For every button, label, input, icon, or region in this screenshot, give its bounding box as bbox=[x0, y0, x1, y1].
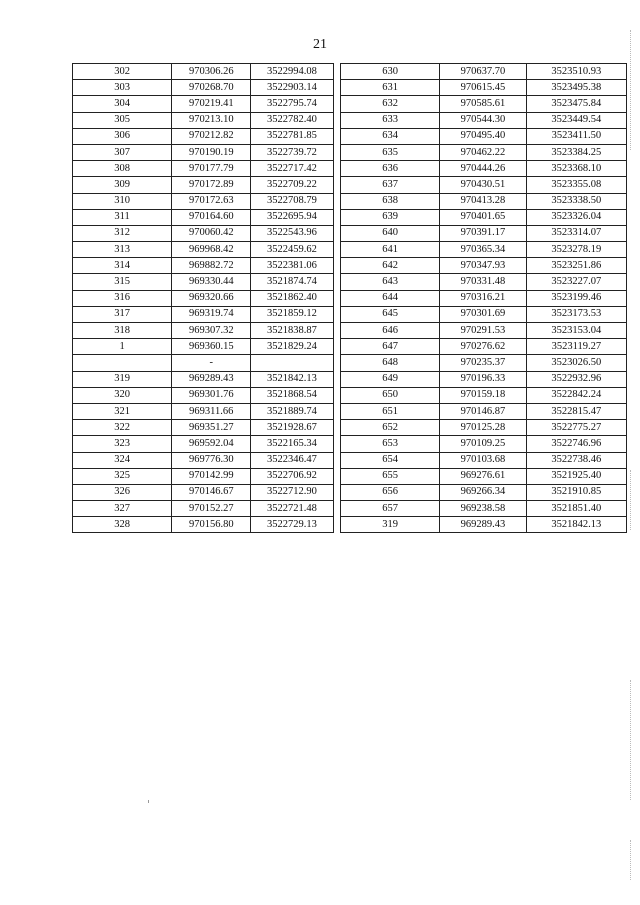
column-gap bbox=[333, 128, 340, 144]
table-cell: 970291.53 bbox=[440, 323, 527, 339]
table-cell: 657 bbox=[341, 501, 440, 517]
table-cell: 970401.65 bbox=[440, 209, 527, 225]
table-cell: 3523495.38 bbox=[526, 80, 626, 96]
table-cell: 970212.82 bbox=[172, 128, 251, 144]
table-cell: 648 bbox=[341, 355, 440, 371]
table-cell: 3522739.72 bbox=[251, 144, 333, 160]
column-gap bbox=[333, 484, 340, 500]
table-cell: 3521910.85 bbox=[526, 484, 626, 500]
table-cell: 970544.30 bbox=[440, 112, 527, 128]
table-cell: 3523449.54 bbox=[526, 112, 626, 128]
table-cell: 3523199.46 bbox=[526, 290, 626, 306]
table-row bbox=[73, 355, 627, 371]
table-cell: 328 bbox=[73, 517, 172, 533]
table-cell: 642 bbox=[341, 258, 440, 274]
column-gap bbox=[333, 436, 340, 452]
table-cell: 3522746.96 bbox=[526, 436, 626, 452]
column-gap bbox=[333, 306, 340, 322]
table-cell: 654 bbox=[341, 452, 440, 468]
table-cell: 969311.66 bbox=[172, 403, 251, 419]
table-cell: 970146.87 bbox=[440, 403, 527, 419]
table-cell: 970109.25 bbox=[440, 436, 527, 452]
table-cell: 644 bbox=[341, 290, 440, 306]
column-gap bbox=[333, 290, 340, 306]
table-cell: 3523227.07 bbox=[526, 274, 626, 290]
table-cell: 969307.32 bbox=[172, 323, 251, 339]
table-cell: 652 bbox=[341, 420, 440, 436]
column-gap bbox=[333, 468, 340, 484]
table-cell: 3521842.13 bbox=[251, 371, 333, 387]
column-gap bbox=[333, 403, 340, 419]
table-cell: 308 bbox=[73, 161, 172, 177]
table-cell: 655 bbox=[341, 468, 440, 484]
table-cell: 970462.22 bbox=[440, 144, 527, 160]
table-cell: 3522695.94 bbox=[251, 209, 333, 225]
column-gap bbox=[333, 112, 340, 128]
table-cell: 3522346.47 bbox=[251, 452, 333, 468]
table-cell: 970146.67 bbox=[172, 484, 251, 500]
table-cell: 969882.72 bbox=[172, 258, 251, 274]
table-cell: 324 bbox=[73, 452, 172, 468]
table-cell: 306 bbox=[73, 128, 172, 144]
table-cell: 970347.93 bbox=[440, 258, 527, 274]
table-cell: 656 bbox=[341, 484, 440, 500]
table-cell: 970268.70 bbox=[172, 80, 251, 96]
table-row bbox=[73, 403, 627, 419]
table-cell: 322 bbox=[73, 420, 172, 436]
column-gap bbox=[333, 144, 340, 160]
table-row bbox=[73, 436, 627, 452]
table-cell: 630 bbox=[341, 64, 440, 80]
table-cell: 302 bbox=[73, 64, 172, 80]
table-cell: 970103.68 bbox=[440, 452, 527, 468]
table-cell: 970164.60 bbox=[172, 209, 251, 225]
table-cell: 305 bbox=[73, 112, 172, 128]
table-cell: 3522165.34 bbox=[251, 436, 333, 452]
table-row bbox=[73, 209, 627, 225]
table-cell: 3522381.06 bbox=[251, 258, 333, 274]
table-row bbox=[73, 225, 627, 241]
table-cell: 969319.74 bbox=[172, 306, 251, 322]
column-gap bbox=[333, 161, 340, 177]
table-row bbox=[73, 501, 627, 517]
table-cell: 969351.27 bbox=[172, 420, 251, 436]
table-cell: 3522459.62 bbox=[251, 242, 333, 258]
column-gap bbox=[333, 274, 340, 290]
table-cell: 304 bbox=[73, 96, 172, 112]
column-gap bbox=[333, 355, 340, 371]
column-gap bbox=[333, 177, 340, 193]
table-row bbox=[73, 484, 627, 500]
table-cell: 3521829.24 bbox=[251, 339, 333, 355]
table-cell: 969320.66 bbox=[172, 290, 251, 306]
table-cell: 637 bbox=[341, 177, 440, 193]
table-cell: 969238.58 bbox=[440, 501, 527, 517]
table-cell: 3522717.42 bbox=[251, 161, 333, 177]
table-cell: 323 bbox=[73, 436, 172, 452]
table-cell: 970219.41 bbox=[172, 96, 251, 112]
table-cell: 970331.48 bbox=[440, 274, 527, 290]
table-cell: 3522932.96 bbox=[526, 371, 626, 387]
table-cell: 635 bbox=[341, 144, 440, 160]
table-cell: 3522782.40 bbox=[251, 112, 333, 128]
table-cell: 3522903.14 bbox=[251, 80, 333, 96]
table-cell: 970430.51 bbox=[440, 177, 527, 193]
table-cell: 650 bbox=[341, 387, 440, 403]
table-cell: 970172.63 bbox=[172, 193, 251, 209]
scan-edge bbox=[630, 840, 632, 880]
table-row bbox=[73, 193, 627, 209]
table-row bbox=[73, 161, 627, 177]
table-cell: 3523368.10 bbox=[526, 161, 626, 177]
table-cell: 3523278.19 bbox=[526, 242, 626, 258]
table-cell: 641 bbox=[341, 242, 440, 258]
table-cell: 3521928.67 bbox=[251, 420, 333, 436]
table-cell: 3522706.92 bbox=[251, 468, 333, 484]
table-cell: - bbox=[172, 355, 251, 371]
table-cell: 3522712.90 bbox=[251, 484, 333, 500]
column-gap bbox=[333, 371, 340, 387]
column-gap bbox=[333, 225, 340, 241]
column-gap bbox=[333, 209, 340, 225]
scan-edge bbox=[630, 680, 632, 800]
table-cell: 3522795.74 bbox=[251, 96, 333, 112]
table-cell: 969301.76 bbox=[172, 387, 251, 403]
table-cell: 3522709.22 bbox=[251, 177, 333, 193]
table-cell: 969592.04 bbox=[172, 436, 251, 452]
table-cell: 320 bbox=[73, 387, 172, 403]
table-cell: 970060.42 bbox=[172, 225, 251, 241]
table-row bbox=[73, 242, 627, 258]
table-cell: 307 bbox=[73, 144, 172, 160]
table-cell: 970177.79 bbox=[172, 161, 251, 177]
table-cell: 643 bbox=[341, 274, 440, 290]
table-row bbox=[73, 387, 627, 403]
table-cell: 970196.33 bbox=[440, 371, 527, 387]
table-cell: 3523384.25 bbox=[526, 144, 626, 160]
table-cell: 3523338.50 bbox=[526, 193, 626, 209]
table-cell: 3521868.54 bbox=[251, 387, 333, 403]
table-cell: 970391.17 bbox=[440, 225, 527, 241]
column-gap bbox=[333, 323, 340, 339]
table-row bbox=[73, 112, 627, 128]
table-cell: 970413.28 bbox=[440, 193, 527, 209]
table-cell: 3521925.40 bbox=[526, 468, 626, 484]
table-cell: 634 bbox=[341, 128, 440, 144]
table-row bbox=[73, 468, 627, 484]
table-row bbox=[73, 64, 627, 80]
table-cell: 639 bbox=[341, 209, 440, 225]
table-cell: 3522708.79 bbox=[251, 193, 333, 209]
table-cell: 970316.21 bbox=[440, 290, 527, 306]
table-cell: 969776.30 bbox=[172, 452, 251, 468]
table-cell bbox=[251, 355, 333, 371]
table-row bbox=[73, 323, 627, 339]
table-cell: 3522842.24 bbox=[526, 387, 626, 403]
table-cell: 970276.62 bbox=[440, 339, 527, 355]
table-cell: 316 bbox=[73, 290, 172, 306]
table-row bbox=[73, 371, 627, 387]
table-cell: 318 bbox=[73, 323, 172, 339]
column-gap bbox=[333, 452, 340, 468]
table-cell: 969968.42 bbox=[172, 242, 251, 258]
table-cell: 970172.89 bbox=[172, 177, 251, 193]
table-cell: 970615.45 bbox=[440, 80, 527, 96]
coordinates-table bbox=[72, 63, 627, 533]
table-cell: 311 bbox=[73, 209, 172, 225]
table-cell: 970306.26 bbox=[172, 64, 251, 80]
table-cell: 3522721.48 bbox=[251, 501, 333, 517]
table-cell: 636 bbox=[341, 161, 440, 177]
column-gap bbox=[333, 501, 340, 517]
table-cell: 3523510.93 bbox=[526, 64, 626, 80]
table-cell: 319 bbox=[341, 517, 440, 533]
column-gap bbox=[333, 242, 340, 258]
table-cell: 321 bbox=[73, 403, 172, 419]
table-cell: 970365.34 bbox=[440, 242, 527, 258]
table-cell: 970156.80 bbox=[172, 517, 251, 533]
table-row bbox=[73, 96, 627, 112]
table-cell: 3523326.04 bbox=[526, 209, 626, 225]
table-cell: 310 bbox=[73, 193, 172, 209]
column-gap bbox=[333, 80, 340, 96]
scan-edge bbox=[630, 470, 632, 530]
table-cell: 313 bbox=[73, 242, 172, 258]
page-number: 21 bbox=[313, 37, 327, 52]
table-cell: 970495.40 bbox=[440, 128, 527, 144]
table-cell: 3523411.50 bbox=[526, 128, 626, 144]
table-cell: 970235.37 bbox=[440, 355, 527, 371]
table-row bbox=[73, 274, 627, 290]
table-cell: 640 bbox=[341, 225, 440, 241]
table-cell: 3523251.86 bbox=[526, 258, 626, 274]
table-cell: 646 bbox=[341, 323, 440, 339]
table-cell: 3523119.27 bbox=[526, 339, 626, 355]
scan-mark bbox=[148, 800, 149, 803]
table-cell: 653 bbox=[341, 436, 440, 452]
table-cell: 319 bbox=[73, 371, 172, 387]
table-cell: 633 bbox=[341, 112, 440, 128]
table-row bbox=[73, 306, 627, 322]
table-cell: 3521838.87 bbox=[251, 323, 333, 339]
table-row bbox=[73, 452, 627, 468]
table-cell: 3521842.13 bbox=[526, 517, 626, 533]
table-row bbox=[73, 80, 627, 96]
table-cell: 3522729.13 bbox=[251, 517, 333, 533]
table-cell: 326 bbox=[73, 484, 172, 500]
table-cell: 3523355.08 bbox=[526, 177, 626, 193]
table-cell: 3522775.27 bbox=[526, 420, 626, 436]
table-cell: 970301.69 bbox=[440, 306, 527, 322]
table-row bbox=[73, 258, 627, 274]
table-cell: 970190.19 bbox=[172, 144, 251, 160]
column-gap bbox=[333, 193, 340, 209]
table-cell: 3522815.47 bbox=[526, 403, 626, 419]
table-cell: 970637.70 bbox=[440, 64, 527, 80]
table-cell: 3521859.12 bbox=[251, 306, 333, 322]
table-row bbox=[73, 339, 627, 355]
table-cell: 3523026.50 bbox=[526, 355, 626, 371]
column-gap bbox=[333, 96, 340, 112]
table-cell: 632 bbox=[341, 96, 440, 112]
table-cell: 3522738.46 bbox=[526, 452, 626, 468]
table-cell: 325 bbox=[73, 468, 172, 484]
table-cell: 969276.61 bbox=[440, 468, 527, 484]
table-cell: 970213.10 bbox=[172, 112, 251, 128]
column-gap bbox=[333, 339, 340, 355]
table-cell bbox=[73, 355, 172, 371]
table-cell: 645 bbox=[341, 306, 440, 322]
table-row bbox=[73, 420, 627, 436]
column-gap bbox=[333, 258, 340, 274]
table-cell: 649 bbox=[341, 371, 440, 387]
table-cell: 969330.44 bbox=[172, 274, 251, 290]
table-cell: 638 bbox=[341, 193, 440, 209]
table-cell: 3523173.53 bbox=[526, 306, 626, 322]
table-cell: 327 bbox=[73, 501, 172, 517]
table-cell: 317 bbox=[73, 306, 172, 322]
table-cell: 3521889.74 bbox=[251, 403, 333, 419]
table-row bbox=[73, 517, 627, 533]
table-cell: 970125.28 bbox=[440, 420, 527, 436]
table-cell: 970142.99 bbox=[172, 468, 251, 484]
table-cell: 969360.15 bbox=[172, 339, 251, 355]
table-cell: 3521851.40 bbox=[526, 501, 626, 517]
table-cell: 970159.18 bbox=[440, 387, 527, 403]
table-row bbox=[73, 144, 627, 160]
table-cell: 969289.43 bbox=[172, 371, 251, 387]
table-cell: 3523153.04 bbox=[526, 323, 626, 339]
table-cell: 3523314.07 bbox=[526, 225, 626, 241]
table-cell: 651 bbox=[341, 403, 440, 419]
table-cell: 3522543.96 bbox=[251, 225, 333, 241]
column-gap bbox=[333, 420, 340, 436]
table-cell: 303 bbox=[73, 80, 172, 96]
table-row bbox=[73, 290, 627, 306]
table-cell: 309 bbox=[73, 177, 172, 193]
column-gap bbox=[333, 64, 340, 80]
table-cell: 315 bbox=[73, 274, 172, 290]
table-cell: 970152.27 bbox=[172, 501, 251, 517]
scan-edge bbox=[630, 30, 632, 150]
table-cell: 3521874.74 bbox=[251, 274, 333, 290]
table-cell: 312 bbox=[73, 225, 172, 241]
table-cell: 631 bbox=[341, 80, 440, 96]
column-gap bbox=[333, 387, 340, 403]
table-cell: 647 bbox=[341, 339, 440, 355]
table-row bbox=[73, 128, 627, 144]
table-cell: 314 bbox=[73, 258, 172, 274]
table-cell: 3522781.85 bbox=[251, 128, 333, 144]
table-cell: 3521862.40 bbox=[251, 290, 333, 306]
column-gap bbox=[333, 517, 340, 533]
table-cell: 969266.34 bbox=[440, 484, 527, 500]
table-cell: 3523475.84 bbox=[526, 96, 626, 112]
table-row bbox=[73, 177, 627, 193]
table-cell: 1 bbox=[73, 339, 172, 355]
table-cell: 3522994.08 bbox=[251, 64, 333, 80]
table-cell: 970585.61 bbox=[440, 96, 527, 112]
table-cell: 969289.43 bbox=[440, 517, 527, 533]
table-cell: 970444.26 bbox=[440, 161, 527, 177]
